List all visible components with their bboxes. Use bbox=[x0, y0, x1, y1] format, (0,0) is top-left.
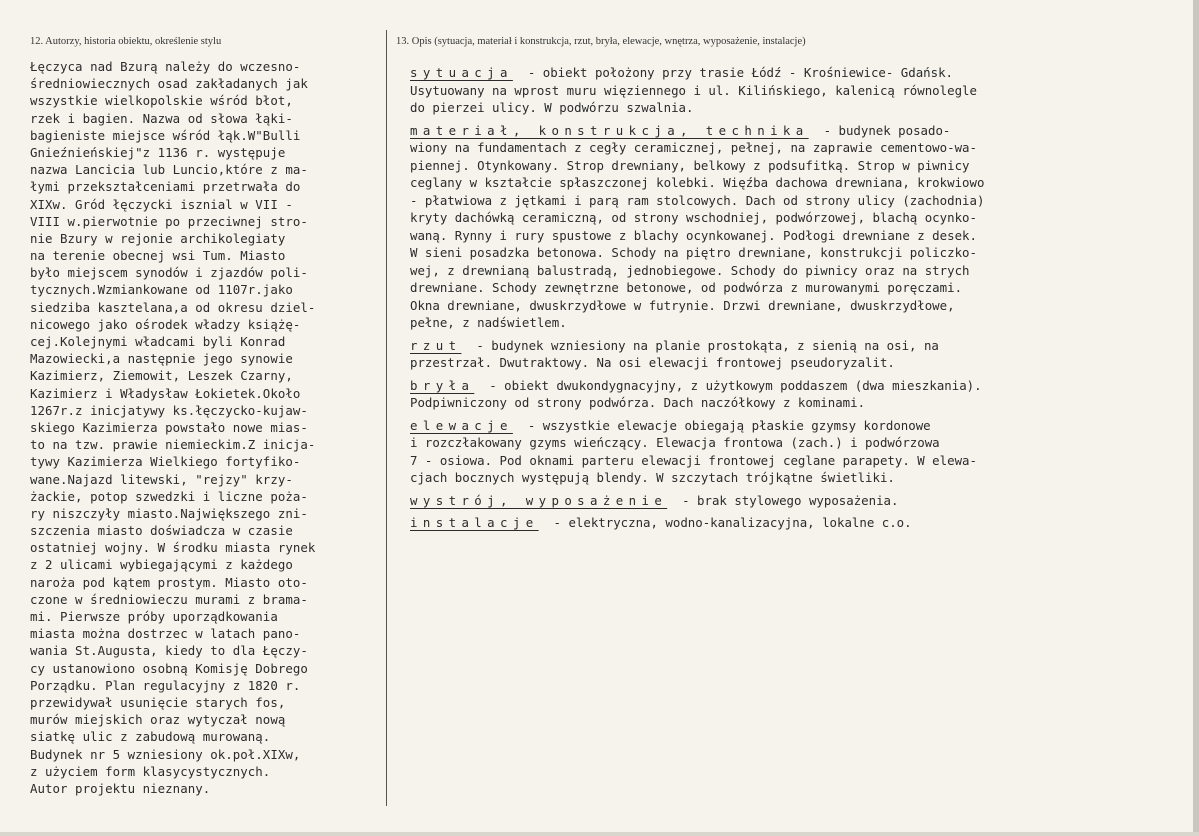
description-section bbox=[410, 492, 1190, 510]
history-line: nicowego jako ośrodek władzy książę- bbox=[30, 316, 301, 332]
history-line: szczenia miasto doświadcza w czasie bbox=[30, 523, 293, 539]
history-line: żackie, potop szwedzki i liczne poża- bbox=[30, 488, 308, 504]
history-line: XIXw. Gród łęczycki isznial w VII - bbox=[30, 196, 293, 212]
page-bottom-edge bbox=[0, 832, 1199, 836]
history-line: naroża pod kątem prostym. Miasto oto- bbox=[30, 574, 308, 590]
description-section bbox=[410, 337, 1190, 372]
description-section bbox=[410, 64, 1190, 117]
history-line: ostatniej wojny. W środku miasta rynek bbox=[30, 540, 316, 556]
description-section bbox=[410, 122, 1190, 332]
history-line: z użyciem form klasycystycznych. bbox=[30, 763, 271, 779]
description-section bbox=[410, 417, 1190, 487]
history-line: Kazimierz, Ziemowit, Leszek Czarny, bbox=[30, 368, 293, 384]
history-line: cy ustanowiono osobną Komisję Dobrego bbox=[30, 660, 308, 676]
history-line: z 2 ulicami wybiegającymi z każdego bbox=[30, 557, 293, 573]
history-line: tycznych.Wzmiankowane od 1107r.jako bbox=[30, 282, 293, 298]
description-section bbox=[410, 514, 1190, 532]
section-first-line bbox=[410, 514, 1190, 532]
section-keyword: elewacje bbox=[410, 417, 513, 433]
section-keyword: sytuacja bbox=[410, 65, 513, 80]
section-first-text: - elektryczna, wodno-kanalizacyjna, lokalne c.o. bbox=[553, 515, 912, 530]
history-line: wszystkie wielkopolskie wśród błot, bbox=[30, 93, 293, 109]
section-line: Okna drewniane, dwuskrzydłowe w futrynie. Drzwi drewniane, dwuskrzydłowe, bbox=[410, 297, 955, 313]
history-line: Budynek nr 5 wzniesiony ok.poł.XIXw, bbox=[30, 746, 301, 762]
section-line: wej, z drewnianą balustradą, jednobiegowe. Schody do piwnicy oraz na strych bbox=[410, 262, 970, 278]
history-text bbox=[30, 58, 390, 797]
section-first-text: - brak stylowego wyposażenia. bbox=[682, 492, 899, 508]
section-first-text: - budynek wzniesiony na planie prostokąta, z sienią na osi, na bbox=[476, 337, 939, 353]
section-first-text: - wszystkie elewacje obiegają płaskie gzymsy kordonowe bbox=[527, 417, 931, 433]
history-line: bagieniste miejsce wśród łąk.W"Bulli bbox=[30, 127, 301, 143]
history-line: Łęczyca nad Bzurą należy do wczesno- bbox=[30, 59, 301, 74]
history-line: średniowiecznych osad zakładanych jak bbox=[30, 76, 308, 92]
history-line: rzek i bagien. Nazwa od słowa łąki- bbox=[30, 110, 293, 126]
history-line: na terenie obecnej wsi Tum. Miasto bbox=[30, 248, 286, 264]
description-text bbox=[410, 64, 1190, 537]
section-first-text: - budynek posado- bbox=[823, 122, 951, 138]
section-line: Podpiwniczony od strony podwórza. Dach naczółkowy z kominami. bbox=[410, 395, 866, 410]
page-edge bbox=[1193, 0, 1199, 836]
section-line: cjach bocznych występują blendy. W szczytach trójkątne świetliki. bbox=[410, 470, 895, 485]
section-line: Usytuowany na wprost muru więziennego i ul. Kilińskiego, kalenicą równolegle bbox=[410, 82, 977, 98]
description-section-header: 13. Opis (sytuacja, materiał i konstrukcja, rzut, bryła, elewacje, wnętrza, wyposażenie, instalacje) bbox=[396, 36, 806, 47]
section-first-text: - obiekt dwukondygnacyjny, z użytkowym poddaszem (dwa mieszkania). bbox=[489, 377, 982, 393]
history-line: łymi przekształceniami przetrwała do bbox=[30, 179, 301, 195]
history-line: cej.Kolejnymi władcami byli Konrad bbox=[30, 334, 286, 349]
history-line: siatkę ulic z zabudową murowaną. bbox=[30, 729, 271, 745]
history-line: wane.Najazd litewski, "rejzy" krzy- bbox=[30, 471, 293, 487]
history-line: mi. Pierwsze próby uporządkowania bbox=[30, 609, 278, 624]
history-line: VIII w.pierwotnie po przeciwnej stro- bbox=[30, 213, 308, 229]
section-line: do pierzei ulicy. W podwórzu szwalnia. bbox=[410, 100, 694, 115]
history-line: Gnieźnieńskiej"z 1136 r. występuje bbox=[30, 144, 286, 160]
history-line: Kazimierz i Władysław Łokietek.Około bbox=[30, 385, 301, 401]
section-first-line bbox=[410, 377, 1190, 395]
section-line: i rozczłakowany gzyms wieńczący. Elewacja frontowa (zach.) i podwórzowa bbox=[410, 435, 940, 450]
history-line: Porządku. Plan regulacyjny z 1820 r. bbox=[30, 677, 301, 693]
history-line: nie Bzury w rejonie archikolegiaty bbox=[30, 230, 286, 246]
history-line: czone w średniowieczu murami z brama- bbox=[30, 591, 308, 607]
history-line: przewidywał usunięcie starych fos, bbox=[30, 694, 286, 710]
history-line: było miejscem synodów i zjazdów poli- bbox=[30, 265, 308, 281]
history-line: murów miejskich oraz wytyczał nową bbox=[30, 712, 286, 728]
history-line: Mazowiecki,a następnie jego synowie bbox=[30, 351, 293, 367]
history-line: skiego Kazimierza powstało nowe mias- bbox=[30, 419, 308, 435]
section-first-line bbox=[410, 337, 1190, 355]
section-line: waną. Rynny i rury spustowe z blachy ocynkowanej. Podłogi drewniane z desek. bbox=[410, 227, 977, 243]
history-line: siedziba kasztelana,a od okresu dziel- bbox=[30, 299, 316, 315]
section-line: - płatwiowa z jętkami i parą ram stolcowych. Dach od strony ulicy (zachodnia) bbox=[410, 192, 985, 208]
section-first-line bbox=[410, 122, 1190, 140]
description-section bbox=[410, 377, 1190, 412]
section-first-line bbox=[410, 417, 1190, 435]
section-keyword: rzut bbox=[410, 337, 462, 353]
section-first-line bbox=[410, 64, 1190, 82]
history-line: miasta można dostrzec w latach pano- bbox=[30, 626, 301, 642]
section-keyword: instalacje bbox=[410, 515, 539, 530]
section-line: pełne, z nadświetlem. bbox=[410, 315, 567, 330]
history-line: nazwa Lancicia lub Luncio,które z ma- bbox=[30, 162, 308, 178]
section-line: przestrzał. Dwutraktowy. Na osi elewacji frontowej pseudoryzalit. bbox=[410, 355, 895, 370]
history-line: 1267r.z inicjatywy ks.łęczycko-kujaw- bbox=[30, 402, 308, 418]
history-line: tywy Kazimierza Wielkiego fortyfiko- bbox=[30, 454, 301, 470]
section-first-line bbox=[410, 492, 1190, 510]
history-line: Autor projektu nieznany. bbox=[30, 780, 211, 796]
section-line: 7 - osiowa. Pod oknami parteru elewacji frontowej ceglane parapety. W elewa- bbox=[410, 452, 977, 468]
section-line: kryty dachówką ceramiczną, od strony wschodniej, podwórzowej, blachą ocynko- bbox=[410, 210, 977, 225]
history-line: ry niszczyły miasto.Największego zni- bbox=[30, 505, 308, 521]
section-first-text: - obiekt położony przy trasie Łódź - Krośniewice- Gdańsk. bbox=[527, 65, 954, 80]
section-line: W sieni posadzka betonowa. Schody na piętro drewniane, konstrukcji policzko- bbox=[410, 245, 977, 260]
section-line: ceglany w kształcie spłaszczonej kolebki. Więźba dachowa drewniana, krokwiowo bbox=[410, 175, 985, 190]
section-line: drewniane. Schody zewnętrzne betonowe, od podwórza z murowanymi poręczami. bbox=[410, 280, 963, 295]
section-keyword: materiał, konstrukcja, technika bbox=[410, 122, 809, 138]
section-line: wiony na fundamentach z cegły ceramicznej, pełnej, na zaprawie cementowo-wa- bbox=[410, 140, 977, 155]
section-keyword: bryła bbox=[410, 377, 475, 393]
section-line: piennej. Otynkowany. Strop drewniany, belkowy z podsufitką. Strop w piwnicy bbox=[410, 157, 970, 173]
history-line: to na tzw. prawie niemieckim.Z inicja- bbox=[30, 437, 316, 453]
history-line: wania St.Augusta, kiedy to dla Łęczy- bbox=[30, 643, 308, 659]
history-section-header: 12. Autorzy, historia obiektu, określenie stylu bbox=[30, 36, 222, 47]
section-keyword: wystrój, wyposażenie bbox=[410, 492, 668, 508]
